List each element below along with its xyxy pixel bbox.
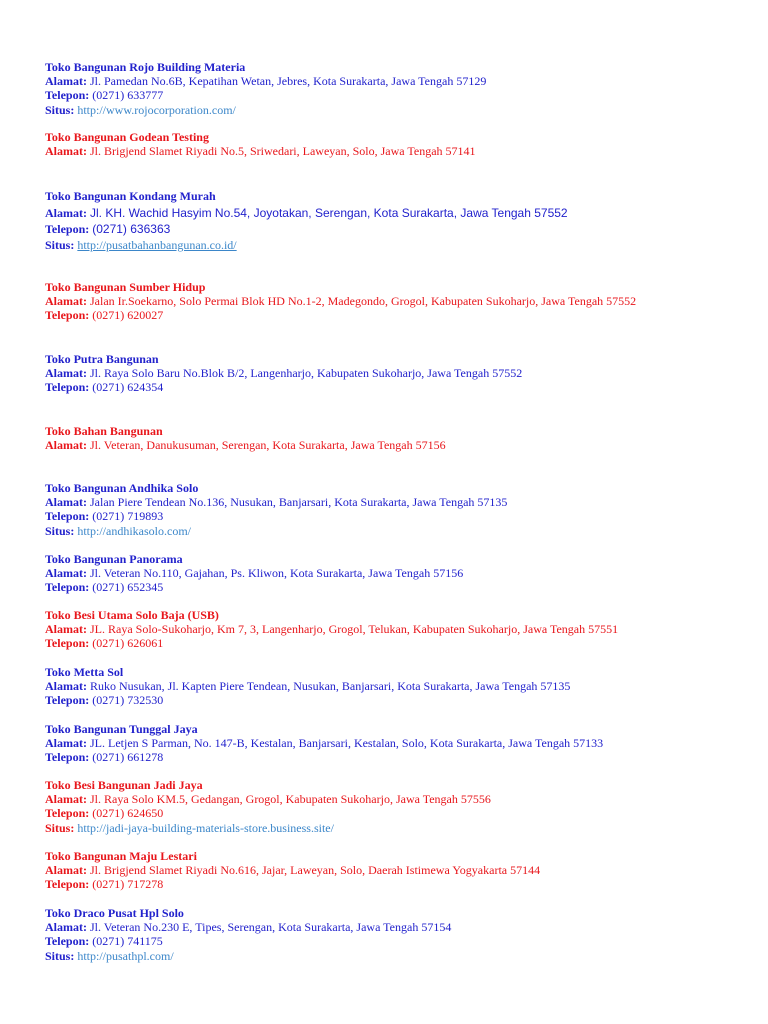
address-label: Alamat:	[45, 144, 87, 159]
address-label: Alamat:	[45, 206, 87, 221]
phone-line	[45, 308, 745, 322]
website-link[interactable]: http://pusatbahanbangunan.co.id/	[77, 238, 237, 253]
address-label: Alamat:	[45, 736, 87, 751]
address-line	[45, 792, 745, 806]
phone-value: (0271) 732530	[92, 693, 164, 708]
phone-label: Telepon:	[45, 750, 90, 765]
website-label: Situs:	[45, 820, 75, 835]
phone-value: (0271) 652345	[92, 580, 164, 595]
address-label: Alamat:	[45, 566, 87, 581]
address-label: Alamat:	[45, 366, 87, 381]
address-value: Jalan Piere Tendean No.136, Nusukan, Banjarsari, Kota Surakarta, Jawa Tengah 57135	[90, 495, 508, 510]
address-line	[45, 495, 745, 509]
website-label: Situs:	[45, 102, 75, 117]
address-label: Alamat:	[45, 495, 87, 510]
address-label: Alamat:	[45, 863, 87, 878]
phone-value: (0271) 661278	[92, 750, 164, 765]
phone-value: (0271) 717278	[92, 877, 164, 892]
phone-label: Telepon:	[45, 308, 90, 323]
phone-label: Telepon:	[45, 636, 90, 651]
website-link[interactable]: http://andhikasolo.com/	[77, 523, 191, 538]
store-name: Toko Draco Pusat Hpl Solo	[45, 906, 184, 920]
address-line	[45, 74, 745, 88]
phone-value: (0271) 626061	[92, 636, 164, 651]
website-link[interactable]: http://pusathpl.com/	[77, 948, 174, 963]
store-entry	[45, 189, 745, 253]
store-entry	[45, 481, 745, 538]
store-entry	[45, 849, 745, 892]
store-entry	[45, 665, 745, 708]
website-line	[45, 103, 745, 117]
phone-label: Telepon:	[45, 877, 90, 892]
store-entry	[45, 722, 745, 765]
store-name: Toko Bangunan Kondang Murah	[45, 189, 216, 203]
store-entry	[45, 280, 745, 323]
phone-label: Telepon:	[45, 693, 90, 708]
address-label: Alamat:	[45, 294, 87, 309]
address-line	[45, 205, 745, 221]
address-label: Alamat:	[45, 920, 87, 935]
phone-value: (0271) 624650	[92, 806, 164, 821]
phone-value: (0271) 620027	[92, 308, 164, 323]
address-line	[45, 863, 745, 877]
address-line	[45, 679, 745, 693]
store-entry	[45, 60, 745, 117]
address-label: Alamat:	[45, 792, 87, 807]
phone-value: (0271) 636363	[92, 222, 171, 237]
store-entry	[45, 608, 745, 651]
phone-line	[45, 221, 745, 237]
address-value: Ruko Nusukan, Jl. Kapten Piere Tendean, Nusukan, Banjarsari, Kota Surakarta, Jawa Tengah 57135	[90, 679, 571, 694]
website-line	[45, 237, 745, 253]
store-name: Toko Bangunan Rojo Building Materia	[45, 60, 246, 74]
website-line	[45, 949, 745, 963]
address-value: Jl. Veteran No.110, Gajahan, Ps. Kliwon, Kota Surakarta, Jawa Tengah 57156	[90, 566, 464, 581]
address-line	[45, 566, 745, 580]
store-name: Toko Putra Bangunan	[45, 352, 159, 366]
address-value: Jl. Raya Solo Baru No.Blok B/2, Langenharjo, Kabupaten Sukoharjo, Jawa Tengah 57552	[90, 366, 523, 381]
address-line	[45, 144, 745, 158]
address-line	[45, 736, 745, 750]
phone-line	[45, 580, 745, 594]
store-name: Toko Bangunan Panorama	[45, 552, 183, 566]
address-value: Jalan Ir.Soekarno, Solo Permai Blok HD No.1-2, Madegondo, Grogol, Kabupaten Sukoharjo, Jawa Tengah 57552	[90, 294, 637, 309]
store-name: Toko Bangunan Sumber Hidup	[45, 280, 206, 294]
address-line	[45, 920, 745, 934]
phone-value: (0271) 719893	[92, 509, 164, 524]
phone-label: Telepon:	[45, 88, 90, 103]
address-value: Jl. Veteran, Danukusuman, Serengan, Kota Surakarta, Jawa Tengah 57156	[90, 438, 446, 453]
store-name: Toko Bangunan Godean Testing	[45, 130, 209, 144]
phone-value: (0271) 633777	[92, 88, 164, 103]
website-label: Situs:	[45, 948, 75, 963]
store-name: Toko Besi Bangunan Jadi Jaya	[45, 778, 203, 792]
phone-line	[45, 934, 745, 948]
address-label: Alamat:	[45, 74, 87, 89]
phone-line	[45, 636, 745, 650]
address-value: JL. Letjen S Parman, No. 147-B, Kestalan, Banjarsari, Kestalan, Solo, Kota Surakarta, Jawa Tengah 57133	[90, 736, 604, 751]
store-entry	[45, 130, 745, 158]
address-label: Alamat:	[45, 438, 87, 453]
address-label: Alamat:	[45, 622, 87, 637]
phone-label: Telepon:	[45, 806, 90, 821]
website-label: Situs:	[45, 238, 75, 253]
store-name: Toko Besi Utama Solo Baja (USB)	[45, 608, 219, 622]
phone-label: Telepon:	[45, 222, 90, 237]
website-line	[45, 821, 745, 835]
website-label: Situs:	[45, 523, 75, 538]
address-line	[45, 294, 745, 308]
phone-label: Telepon:	[45, 380, 90, 395]
phone-line	[45, 509, 745, 523]
phone-label: Telepon:	[45, 934, 90, 949]
phone-value: (0271) 624354	[92, 380, 164, 395]
address-value: Jl. Brigjend Slamet Riyadi No.5, Sriwedari, Laweyan, Solo, Jawa Tengah 57141	[90, 144, 476, 159]
store-name: Toko Bahan Bangunan	[45, 424, 163, 438]
address-value: Jl. Veteran No.230 E, Tipes, Serengan, Kota Surakarta, Jawa Tengah 57154	[90, 920, 452, 935]
website-line	[45, 524, 745, 538]
address-line	[45, 622, 745, 636]
address-value: JL. Raya Solo-Sukoharjo, Km 7, 3, Langenharjo, Grogol, Telukan, Kabupaten Sukoharjo, Jawa Tengah 57551	[90, 622, 619, 637]
store-name: Toko Bangunan Tunggal Jaya	[45, 722, 198, 736]
address-value: Jl. KH. Wachid Hasyim No.54, Joyotakan, Serengan, Kota Surakarta, Jawa Tengah 57552	[90, 206, 568, 221]
phone-line	[45, 88, 745, 102]
website-link[interactable]: http://www.rojocorporation.com/	[77, 102, 236, 117]
address-value: Jl. Pamedan No.6B, Kepatihan Wetan, Jebres, Kota Surakarta, Jawa Tengah 57129	[90, 74, 487, 89]
store-entry	[45, 352, 745, 395]
phone-value: (0271) 741175	[92, 934, 163, 949]
phone-line	[45, 806, 745, 820]
store-name: Toko Bangunan Maju Lestari	[45, 849, 197, 863]
address-line	[45, 438, 745, 452]
phone-label: Telepon:	[45, 509, 90, 524]
store-name: Toko Bangunan Andhika Solo	[45, 481, 199, 495]
phone-label: Telepon:	[45, 580, 90, 595]
phone-line	[45, 877, 745, 891]
store-entry	[45, 906, 745, 963]
store-entry	[45, 778, 745, 835]
phone-line	[45, 693, 745, 707]
store-entry	[45, 424, 745, 452]
address-label: Alamat:	[45, 679, 87, 694]
store-name: Toko Metta Sol	[45, 665, 124, 679]
phone-line	[45, 750, 745, 764]
address-value: Jl. Brigjend Slamet Riyadi No.616, Jajar, Laweyan, Solo, Daerah Istimewa Yogyakarta 57144	[90, 863, 541, 878]
store-entry	[45, 552, 745, 595]
phone-line	[45, 380, 745, 394]
website-link[interactable]: http://jadi-jaya-building-materials-store.business.site/	[77, 820, 334, 835]
address-value: Jl. Raya Solo KM.5, Gedangan, Grogol, Kabupaten Sukoharjo, Jawa Tengah 57556	[90, 792, 491, 807]
address-line	[45, 366, 745, 380]
